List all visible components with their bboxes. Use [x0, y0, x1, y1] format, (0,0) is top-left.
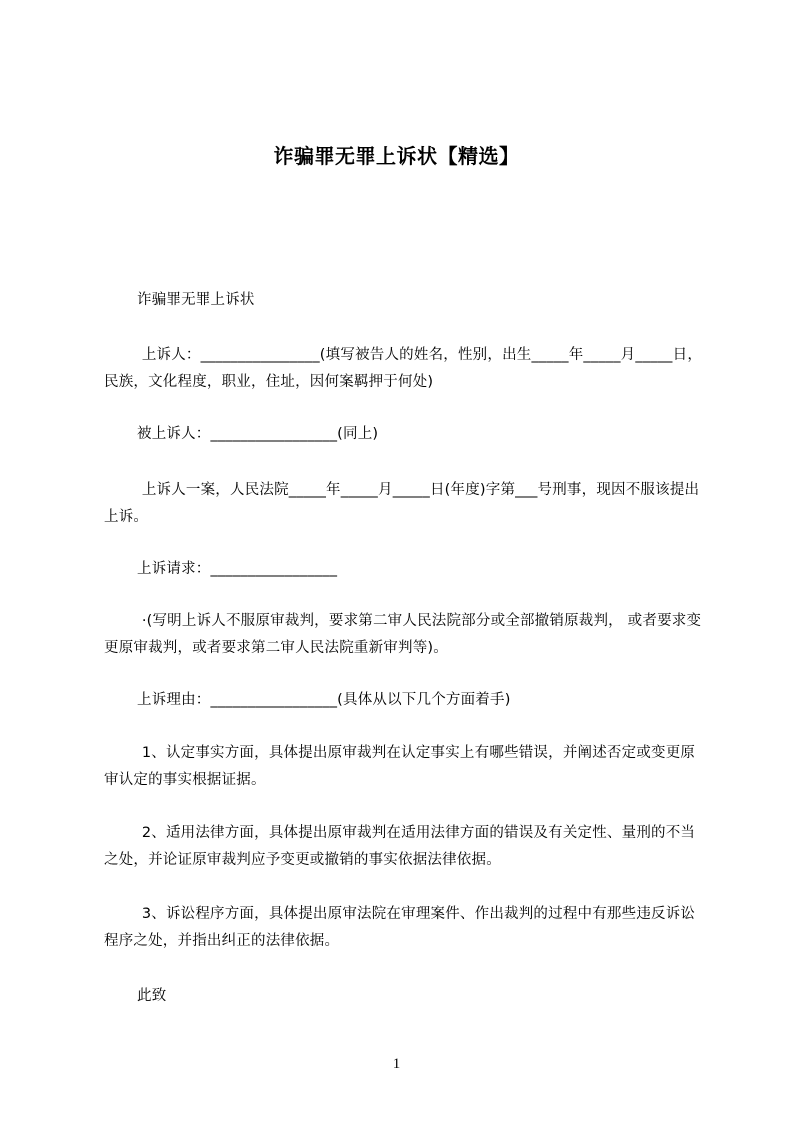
paragraph-reason-procedure: 3、诉讼程序方面，具体提出原审法院在审理案件、作出裁判的过程中有那些违反诉讼程序之处，并指出纠正的法律依据。	[104, 906, 696, 949]
paragraph-request-detail: ·(写明上诉人不服原审裁判，要求第二审人民法院部分或全部撤销原裁判， 或者要求变更原审裁判，或者要求第二审人民法院重新审判等)。	[104, 613, 702, 656]
paragraph-reason-law: 2、适用法律方面，具体提出原审裁判在适用法律方面的错误及有关定性、量刑的不当之处，并论证原审裁判应予变更或撤销的事实依据法律依据。	[104, 825, 696, 868]
paragraph-reason-facts: 1、认定事实方面，具体提出原审裁判在认定事实上有哪些错误，并阐述否定或变更原审认定的事实根据证据。	[104, 745, 696, 788]
document-title: 诈骗罪无罪上诉状【精选】	[273, 144, 520, 168]
paragraph-closing: 此致	[137, 988, 167, 1004]
paragraph-appellant: 上诉人：________________(填写被告人的姓名，性别，出生_____年_____月_____日，民族，文化程度，职业，住址，因何案羁押于何处)	[104, 347, 703, 390]
paragraph-heading: 诈骗罪无罪上诉状	[137, 292, 255, 308]
paragraph-appeal-reasons: 上诉理由：_________________(具体从以下几个方面着手)	[137, 692, 511, 708]
paragraph-appellee: 被上诉人：_________________(同上)	[137, 426, 379, 442]
page-number: 1	[392, 1056, 401, 1072]
paragraph-case-intro: 上诉人一案，人民法院_____年_____月_____日(年度)字第___号刑事，现因不服该提出上诉。	[104, 482, 700, 525]
paragraph-appeal-request: 上诉请求：_________________	[137, 561, 338, 577]
